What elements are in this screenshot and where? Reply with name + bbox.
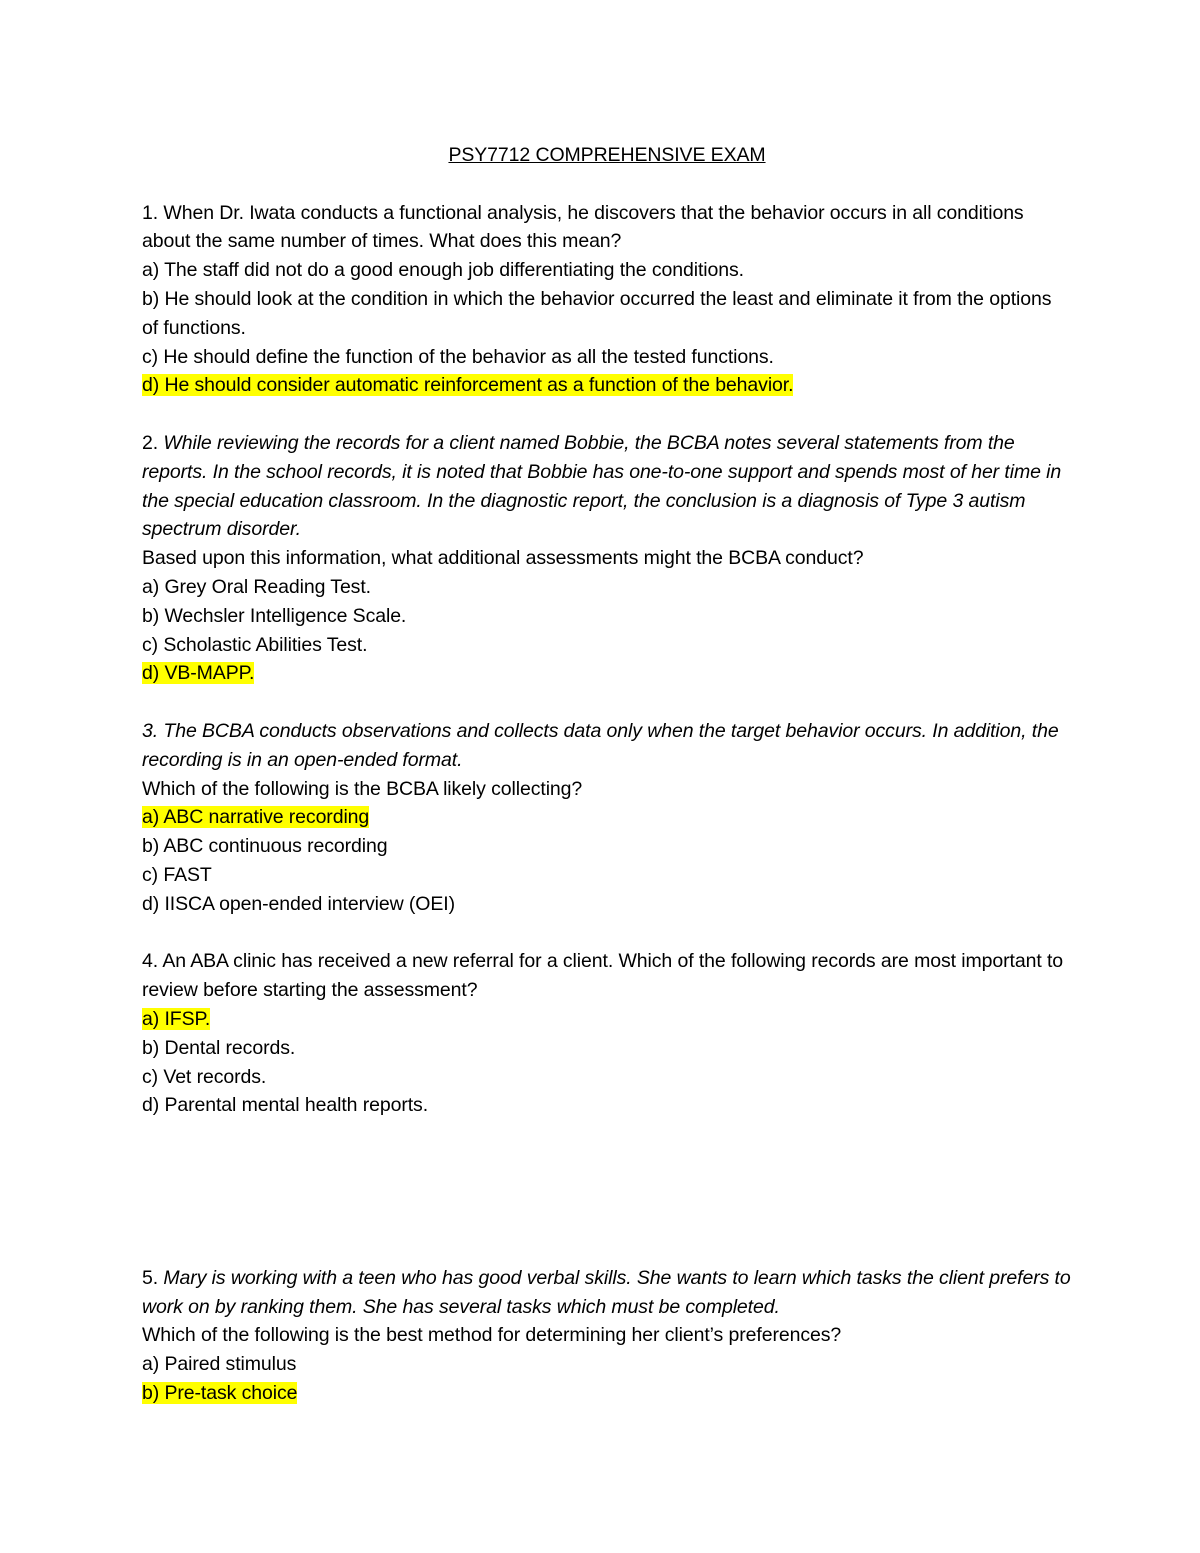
answer-option: d) IISCA open-ended interview (OEI) [142, 892, 455, 915]
question-5 [142, 1264, 1072, 1408]
answer-option: c) Scholastic Abilities Test. [142, 633, 368, 656]
answer-option: b) Wechsler Intelligence Scale. [142, 604, 407, 627]
question-number: 3. [142, 719, 159, 742]
question-text: The BCBA conducts observations and collects data only when the target behavior occurs. In addition, the recording is in an open-ended format. [142, 719, 1059, 771]
question-text: Mary is working with a teen who has good verbal skills. She wants to learn which tasks the client prefers to work on by ranking them. She has several tasks which must be completed. [142, 1266, 1071, 1318]
answer-option-highlighted: d) He should consider automatic reinforcement as a function of the behavior. [142, 374, 794, 397]
answer-option: b) ABC continuous recording [142, 835, 388, 858]
answer-option-highlighted: a) IFSP. [142, 1007, 211, 1030]
answer-option: a) Paired stimulus [142, 1353, 297, 1376]
answer-option: a) Grey Oral Reading Test. [142, 575, 371, 598]
question-stem [142, 429, 1072, 544]
document-title: PSY7712 COMPREHENSIVE EXAM [448, 144, 766, 166]
question-stem [142, 947, 1072, 1005]
question-stem [142, 1264, 1072, 1322]
question-prompt: Which of the following is the best method for determining her client’s preferences? [142, 1324, 842, 1347]
question-3 [142, 717, 1072, 919]
question-text: When Dr. Iwata conducts a functional analysis, he discovers that the behavior occurs in all conditions about the same number of times. What does this mean? [142, 201, 1024, 253]
question-number: 5. [142, 1266, 159, 1289]
answer-option: b) Dental records. [142, 1036, 296, 1059]
question-prompt: Which of the following is the BCBA likely collecting? [142, 777, 583, 800]
question-stem [142, 199, 1072, 257]
question-1 [142, 199, 1072, 401]
question-prompt: Based upon this information, what additional assessments might the BCBA conduct? [142, 547, 864, 570]
answer-option-highlighted: b) Pre-task choice [142, 1382, 298, 1405]
blank-space [142, 1149, 1072, 1264]
question-4 [142, 947, 1072, 1120]
question-number: 1. [142, 201, 159, 224]
answer-option-highlighted: d) VB-MAPP. [142, 662, 255, 685]
question-text: While reviewing the records for a client named Bobbie, the BCBA notes several statements from the reports. In the school records, it is noted that Bobbie has one-to-one support and spends most of her time in the special education classroom. In the diagnostic report, the conclusion is a diagnosis of Type 3 autism spectrum disorder. [142, 431, 1062, 541]
answer-option: c) He should define the function of the behavior as all the tested functions. [142, 345, 774, 368]
question-2 [142, 429, 1072, 688]
answer-option: a) The staff did not do a good enough job differentiating the conditions. [142, 259, 744, 282]
question-stem [142, 717, 1072, 775]
answer-option: b) He should look at the condition in which the behavior occurred the least and eliminate it from the options of functions. [142, 287, 1052, 339]
answer-option: d) Parental mental health reports. [142, 1094, 429, 1117]
question-number: 2. [142, 431, 159, 454]
answer-option: c) FAST [142, 863, 212, 886]
question-text: An ABA clinic has received a new referral for a client. Which of the following records are most important to review before starting the assessment? [142, 950, 1064, 1002]
answer-option-highlighted: a) ABC narrative recording [142, 806, 370, 829]
answer-option: c) Vet records. [142, 1065, 267, 1088]
document-content [142, 141, 1072, 1437]
question-number: 4. [142, 950, 159, 973]
